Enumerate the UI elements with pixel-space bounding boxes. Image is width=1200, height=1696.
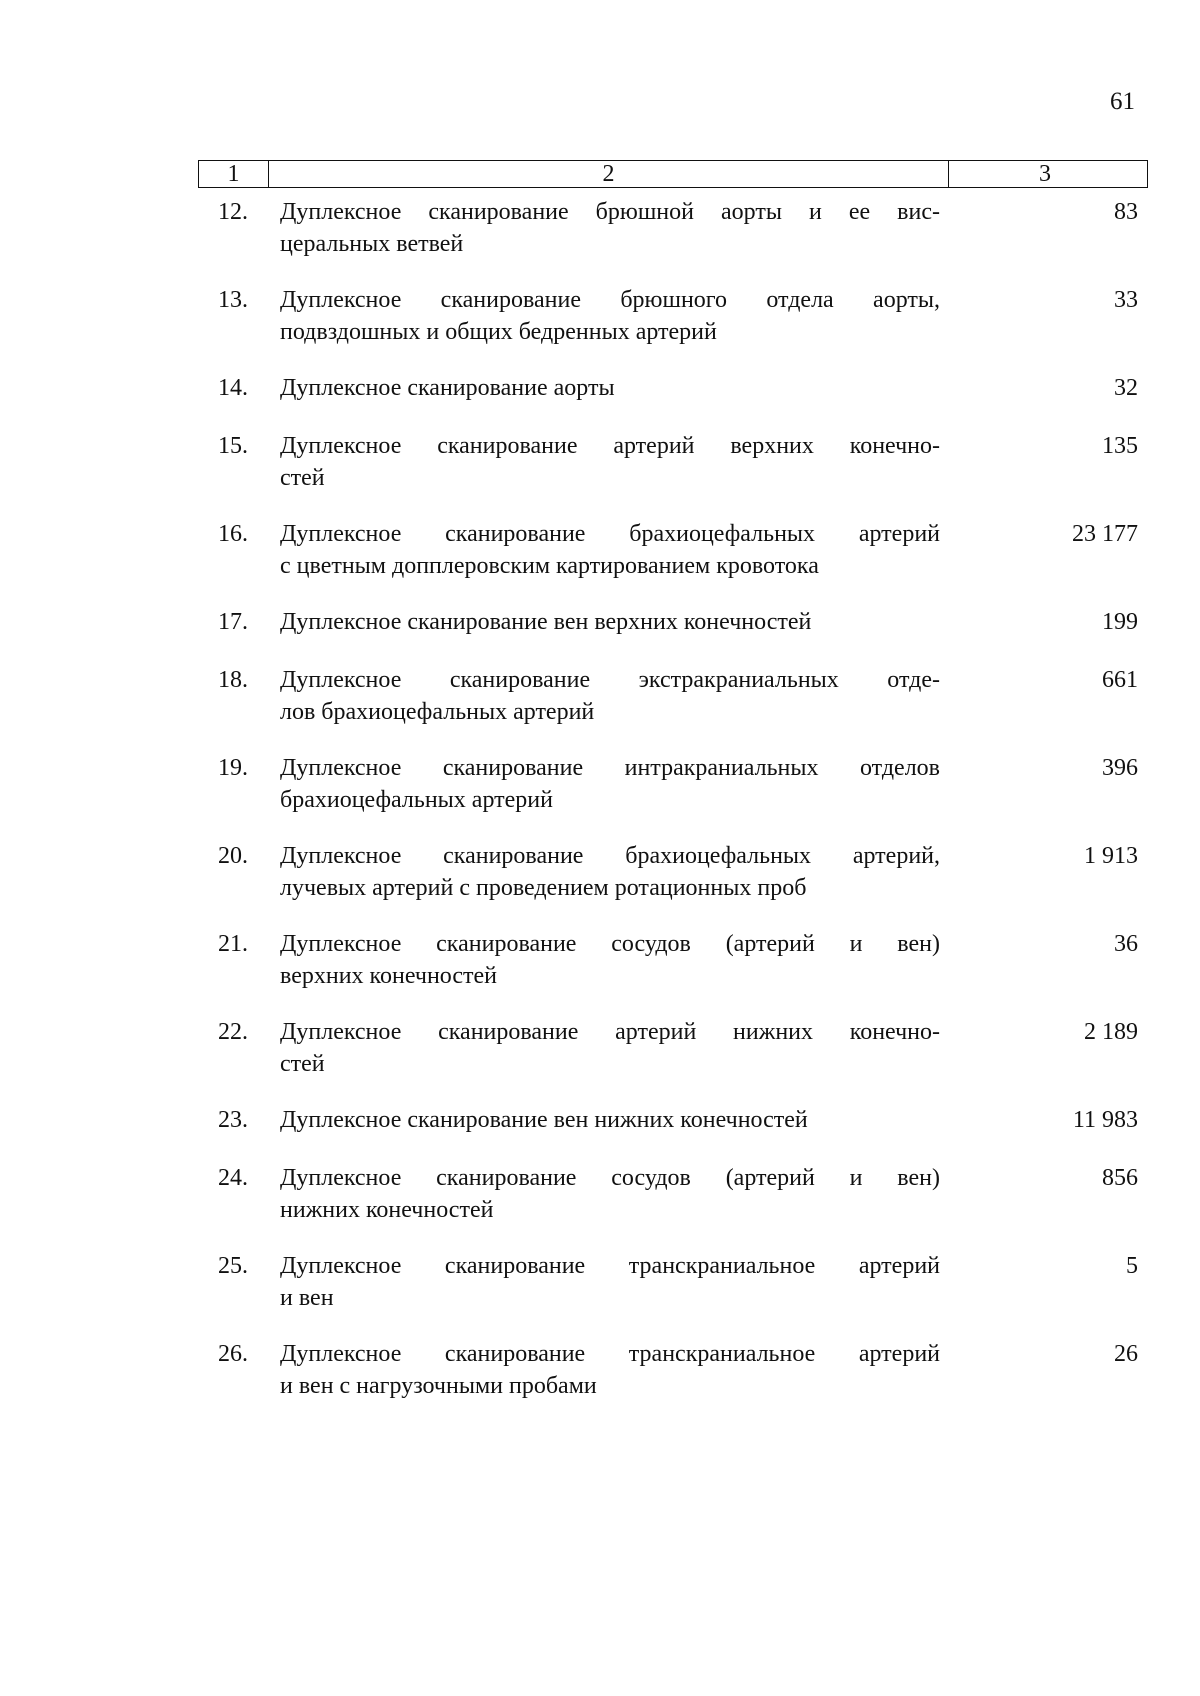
description-line: Дуплексное сканирование вен нижних конечностей — [280, 1107, 808, 1133]
description-line: Дуплексное сканирование транскраниальное артерий — [280, 1341, 940, 1367]
description-line: Дуплексное сканирование вен верхних конечностей — [280, 609, 812, 635]
row-value: 199 — [1102, 609, 1138, 635]
row-number: 12. — [218, 199, 248, 225]
description-line: Дуплексное сканирование сосудов (артерий и вен) — [280, 1165, 940, 1191]
row-description — [280, 430, 940, 494]
row-number: 23. — [218, 1107, 248, 1133]
description-line: Дуплексное сканирование экстракраниальных отде- — [280, 667, 940, 693]
row-number: 25. — [218, 1253, 248, 1279]
row-value: 396 — [1102, 755, 1138, 781]
row-description — [280, 1250, 940, 1314]
row-description — [280, 606, 940, 638]
header-col-2: 2 — [269, 161, 949, 187]
row-description — [280, 1162, 940, 1226]
row-description — [280, 196, 940, 260]
row-description — [280, 752, 940, 816]
row-number: 17. — [218, 609, 248, 635]
description-line: стей — [280, 465, 325, 491]
row-description — [280, 518, 940, 582]
description-line: Дуплексное сканирование транскраниальное артерий — [280, 1253, 940, 1279]
row-value: 33 — [1114, 287, 1138, 313]
header-col-3: 3 — [1039, 160, 1051, 187]
description-line: Дуплексное сканирование брюшного отдела аорты, — [280, 287, 940, 313]
row-number: 16. — [218, 521, 248, 547]
row-value: 26 — [1114, 1341, 1138, 1367]
description-line: и вен — [280, 1285, 334, 1311]
description-line: с цветным допплеровским картированием кровотока — [280, 553, 819, 579]
table-header — [198, 160, 1148, 188]
row-number: 15. — [218, 433, 248, 459]
description-line: Дуплексное сканирование сосудов (артерий и вен) — [280, 931, 940, 957]
row-number: 26. — [218, 1341, 248, 1367]
row-value: 23 177 — [1072, 521, 1138, 547]
description-line: Дуплексное сканирование интракраниальных отделов — [280, 755, 940, 781]
row-number: 13. — [218, 287, 248, 313]
row-value: 661 — [1102, 667, 1138, 693]
description-line: нижних конечностей — [280, 1197, 494, 1223]
description-line: стей — [280, 1051, 325, 1077]
row-value: 5 — [1126, 1253, 1138, 1279]
row-value: 856 — [1102, 1165, 1138, 1191]
header-col-1: 1 — [199, 161, 269, 187]
row-description — [280, 284, 940, 348]
row-value: 11 983 — [1072, 1107, 1138, 1133]
row-value: 36 — [1114, 931, 1138, 957]
row-number: 19. — [218, 755, 248, 781]
row-value: 32 — [1114, 375, 1138, 401]
page-number: 61 — [1110, 88, 1135, 115]
description-line: церальных ветвей — [280, 231, 464, 257]
description-line: Дуплексное сканирование брахиоцефальных артерий, — [280, 843, 940, 869]
description-line: лов брахиоцефальных артерий — [280, 699, 595, 725]
description-line: лучевых артерий с проведением ротационных проб — [280, 875, 807, 901]
description-line: верхних конечностей — [280, 963, 498, 989]
description-line: Дуплексное сканирование аорты — [280, 375, 615, 401]
description-line: брахиоцефальных артерий — [280, 787, 553, 813]
row-description — [280, 840, 940, 904]
row-value: 135 — [1102, 433, 1138, 459]
description-line: Дуплексное сканирование артерий верхних конечно- — [280, 433, 940, 459]
row-value: 83 — [1114, 199, 1138, 225]
row-description — [280, 928, 940, 992]
row-number: 22. — [218, 1019, 248, 1045]
row-description — [280, 372, 940, 404]
description-line: Дуплексное сканирование артерий нижних конечно- — [280, 1019, 940, 1045]
row-description — [280, 1104, 940, 1136]
row-description — [280, 1016, 940, 1080]
row-number: 21. — [218, 931, 248, 957]
description-line: подвздошных и общих бедренных артерий — [280, 319, 717, 345]
row-number: 14. — [218, 375, 248, 401]
description-line: Дуплексное сканирование брахиоцефальных артерий — [280, 521, 940, 547]
row-number: 20. — [218, 843, 248, 869]
row-number: 24. — [218, 1165, 248, 1191]
description-line: и вен с нагрузочными пробами — [280, 1373, 597, 1399]
row-value: 2 189 — [1084, 1019, 1138, 1045]
row-description — [280, 664, 940, 728]
row-description — [280, 1338, 940, 1402]
description-line: Дуплексное сканирование брюшной аорты и ее вис- — [280, 199, 940, 225]
row-value: 1 913 — [1084, 843, 1138, 869]
row-number: 18. — [218, 667, 248, 693]
